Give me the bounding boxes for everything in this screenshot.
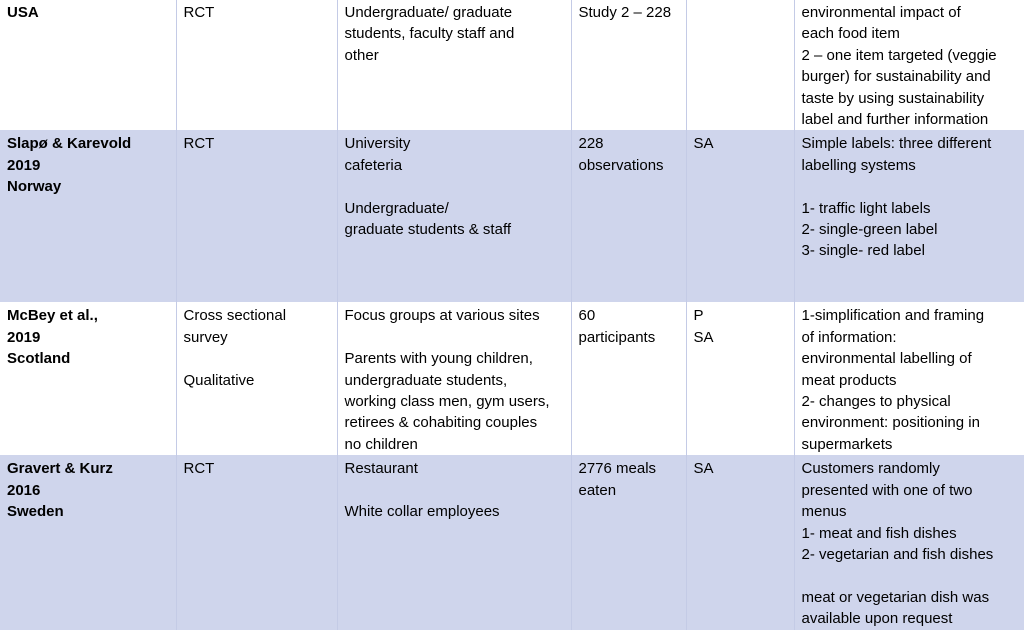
study-cell: McBey et al., 2019 Scotland — [0, 302, 176, 455]
study-cell: USA — [0, 0, 176, 130]
sample-cell: 2776 meals eaten — [571, 455, 686, 630]
design-cell: RCT — [176, 0, 337, 130]
table-row — [0, 0, 1024, 130]
table-row — [0, 130, 1024, 302]
intervention-cell: Customers randomly presented with one of two menus 1- meat and fish dishes 2- vegetarian and fish dishes meat or vegetarian dish was available upon request — [794, 455, 1024, 630]
sample-cell: 228 observations — [571, 130, 686, 302]
intervention-cell: Simple labels: three different labelling systems 1- traffic light labels 2- single-green label 3- single- red label — [794, 130, 1024, 302]
setting-cell: University cafeteria Undergraduate/ graduate students & staff — [337, 130, 571, 302]
code-cell — [686, 0, 794, 130]
study-cell: Slapø & Karevold 2019 Norway — [0, 130, 176, 302]
study-cell: Gravert & Kurz 2016 Sweden — [0, 455, 176, 630]
design-cell: RCT — [176, 130, 337, 302]
setting-cell: Restaurant White collar employees — [337, 455, 571, 630]
setting-cell: Undergraduate/ graduate students, faculty staff and other — [337, 0, 571, 130]
sample-cell: Study 2 – 228 — [571, 0, 686, 130]
code-cell: SA — [686, 455, 794, 630]
setting-cell: Focus groups at various sites Parents with young children, undergraduate students, working class men, gym users, retirees & cohabiting couples no children — [337, 302, 571, 455]
design-cell: RCT — [176, 455, 337, 630]
table-row — [0, 455, 1024, 630]
intervention-cell: 1-simplification and framing of information: environmental labelling of meat products 2- changes to physical environment: positioning in supermarkets — [794, 302, 1024, 455]
code-cell: P SA — [686, 302, 794, 455]
design-cell: Cross sectional survey Qualitative — [176, 302, 337, 455]
table-row — [0, 302, 1024, 455]
code-cell: SA — [686, 130, 794, 302]
intervention-cell: environmental impact of each food item 2 – one item targeted (veggie burger) for sustainability and taste by using sustainability label and further information — [794, 0, 1024, 130]
sample-cell: 60 participants — [571, 302, 686, 455]
